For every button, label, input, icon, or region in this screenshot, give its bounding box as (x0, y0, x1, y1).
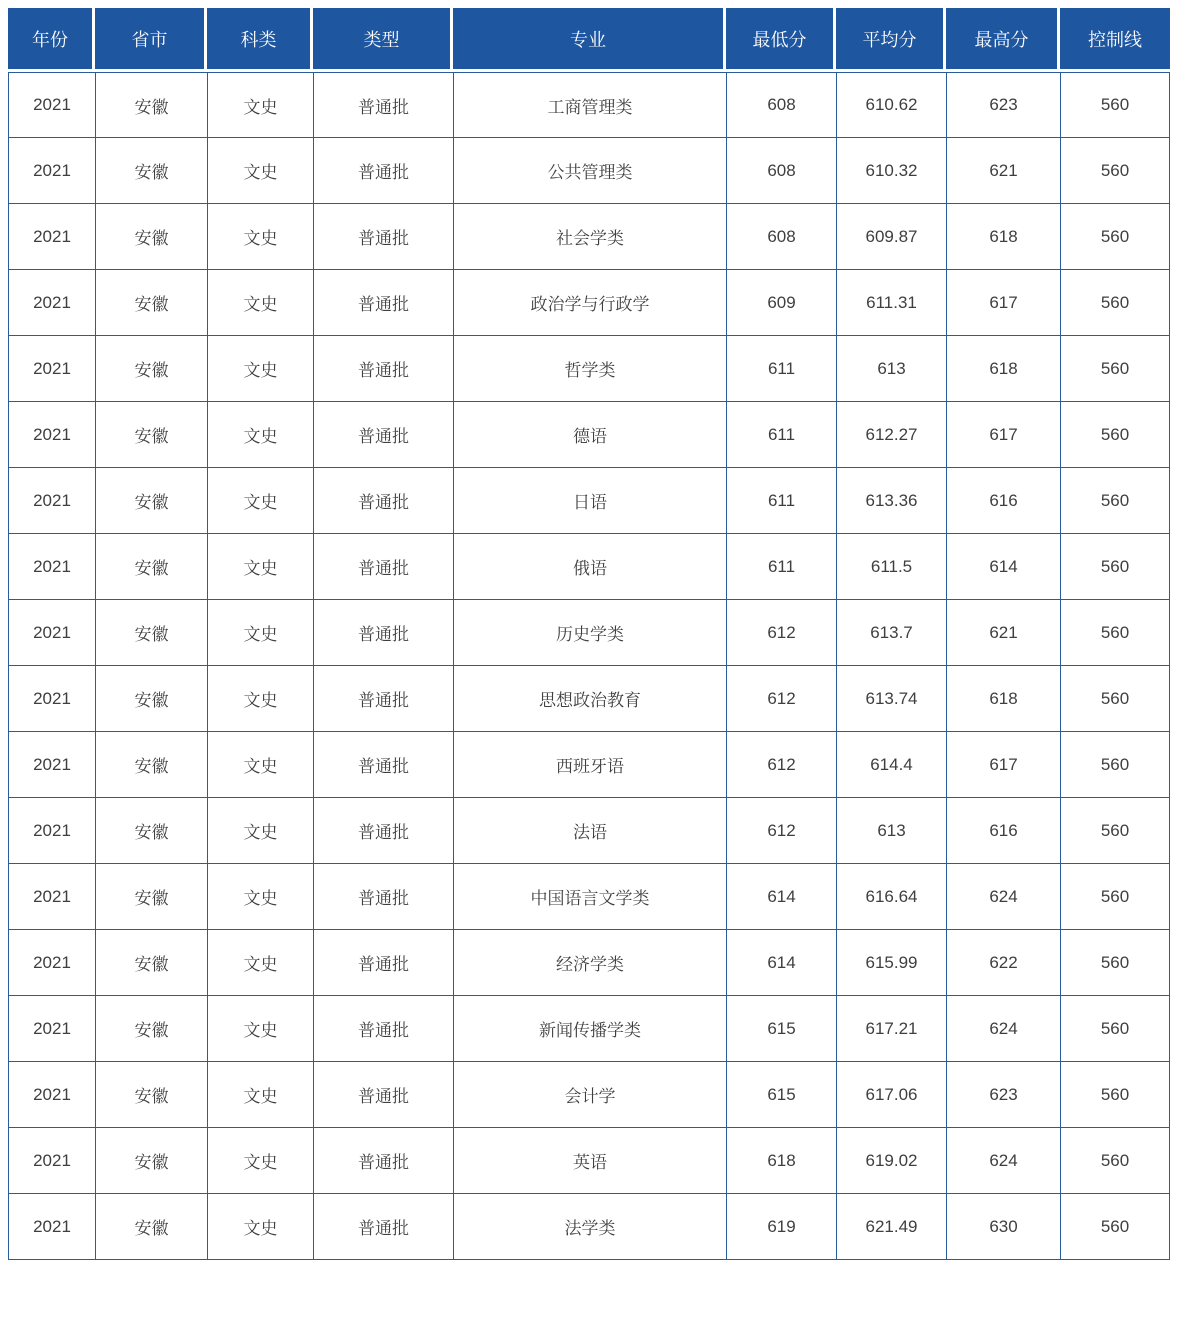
cell-type: 普通批 (313, 270, 453, 336)
cell-province: 安徽 (95, 336, 207, 402)
cell-year: 2021 (8, 468, 95, 534)
cell-max-score: 622 (946, 930, 1060, 996)
table-row (8, 534, 1170, 600)
cell-avg-score: 610.62 (836, 72, 946, 138)
cell-max-score: 614 (946, 534, 1060, 600)
cell-avg-score: 617.21 (836, 996, 946, 1062)
cell-max-score: 618 (946, 336, 1060, 402)
cell-max-score: 621 (946, 600, 1060, 666)
cell-control-line: 560 (1060, 798, 1170, 864)
cell-major: 工商管理类 (453, 72, 726, 138)
cell-type: 普通批 (313, 72, 453, 138)
cell-max-score: 617 (946, 402, 1060, 468)
cell-major: 哲学类 (453, 336, 726, 402)
cell-province: 安徽 (95, 402, 207, 468)
cell-category: 文史 (207, 72, 313, 138)
column-header-avg-score: 平均分 (836, 8, 946, 72)
cell-min-score: 614 (726, 930, 836, 996)
cell-max-score: 623 (946, 1062, 1060, 1128)
cell-year: 2021 (8, 402, 95, 468)
cell-type: 普通批 (313, 1128, 453, 1194)
table-row (8, 204, 1170, 270)
cell-major: 西班牙语 (453, 732, 726, 798)
cell-province: 安徽 (95, 72, 207, 138)
cell-min-score: 611 (726, 402, 836, 468)
cell-category: 文史 (207, 996, 313, 1062)
cell-min-score: 614 (726, 864, 836, 930)
cell-type: 普通批 (313, 798, 453, 864)
cell-avg-score: 617.06 (836, 1062, 946, 1128)
cell-major: 德语 (453, 402, 726, 468)
cell-type: 普通批 (313, 336, 453, 402)
cell-year: 2021 (8, 138, 95, 204)
table-row (8, 72, 1170, 138)
table-row (8, 402, 1170, 468)
cell-avg-score: 613.7 (836, 600, 946, 666)
cell-category: 文史 (207, 468, 313, 534)
cell-control-line: 560 (1060, 534, 1170, 600)
table-row (8, 666, 1170, 732)
cell-year: 2021 (8, 864, 95, 930)
column-header-max-score: 最高分 (946, 8, 1060, 72)
cell-category: 文史 (207, 600, 313, 666)
cell-province: 安徽 (95, 534, 207, 600)
cell-province: 安徽 (95, 1062, 207, 1128)
cell-year: 2021 (8, 1194, 95, 1260)
cell-type: 普通批 (313, 138, 453, 204)
cell-avg-score: 613.36 (836, 468, 946, 534)
cell-province: 安徽 (95, 930, 207, 996)
table-header-row (8, 8, 1170, 72)
cell-control-line: 560 (1060, 1194, 1170, 1260)
cell-category: 文史 (207, 270, 313, 336)
cell-control-line: 560 (1060, 996, 1170, 1062)
cell-year: 2021 (8, 1128, 95, 1194)
table-row (8, 1194, 1170, 1260)
cell-province: 安徽 (95, 996, 207, 1062)
cell-max-score: 624 (946, 864, 1060, 930)
cell-control-line: 560 (1060, 732, 1170, 798)
cell-control-line: 560 (1060, 402, 1170, 468)
cell-avg-score: 610.32 (836, 138, 946, 204)
cell-min-score: 609 (726, 270, 836, 336)
table-row (8, 864, 1170, 930)
cell-avg-score: 613.74 (836, 666, 946, 732)
cell-province: 安徽 (95, 138, 207, 204)
cell-category: 文史 (207, 930, 313, 996)
cell-max-score: 624 (946, 996, 1060, 1062)
table-row (8, 732, 1170, 798)
cell-category: 文史 (207, 138, 313, 204)
table-row (8, 336, 1170, 402)
cell-avg-score: 615.99 (836, 930, 946, 996)
cell-max-score: 617 (946, 732, 1060, 798)
cell-max-score: 618 (946, 204, 1060, 270)
cell-province: 安徽 (95, 864, 207, 930)
cell-control-line: 560 (1060, 1128, 1170, 1194)
cell-avg-score: 613 (836, 336, 946, 402)
cell-province: 安徽 (95, 1194, 207, 1260)
cell-control-line: 560 (1060, 270, 1170, 336)
table-row (8, 1062, 1170, 1128)
column-header-type: 类型 (313, 8, 453, 72)
cell-control-line: 560 (1060, 468, 1170, 534)
cell-min-score: 611 (726, 534, 836, 600)
cell-province: 安徽 (95, 798, 207, 864)
cell-min-score: 615 (726, 996, 836, 1062)
cell-type: 普通批 (313, 468, 453, 534)
table-row (8, 930, 1170, 996)
cell-min-score: 619 (726, 1194, 836, 1260)
column-header-min-score: 最低分 (726, 8, 836, 72)
cell-province: 安徽 (95, 468, 207, 534)
cell-control-line: 560 (1060, 930, 1170, 996)
cell-max-score: 616 (946, 798, 1060, 864)
cell-control-line: 560 (1060, 204, 1170, 270)
cell-type: 普通批 (313, 996, 453, 1062)
cell-category: 文史 (207, 402, 313, 468)
cell-type: 普通批 (313, 534, 453, 600)
cell-type: 普通批 (313, 930, 453, 996)
cell-year: 2021 (8, 270, 95, 336)
table-row (8, 600, 1170, 666)
cell-max-score: 623 (946, 72, 1060, 138)
cell-max-score: 618 (946, 666, 1060, 732)
cell-type: 普通批 (313, 666, 453, 732)
cell-control-line: 560 (1060, 600, 1170, 666)
cell-min-score: 612 (726, 666, 836, 732)
cell-max-score: 617 (946, 270, 1060, 336)
cell-min-score: 618 (726, 1128, 836, 1194)
column-header-category: 科类 (207, 8, 313, 72)
cell-province: 安徽 (95, 270, 207, 336)
cell-control-line: 560 (1060, 864, 1170, 930)
cell-year: 2021 (8, 666, 95, 732)
table-row (8, 798, 1170, 864)
cell-year: 2021 (8, 204, 95, 270)
cell-province: 安徽 (95, 600, 207, 666)
cell-year: 2021 (8, 336, 95, 402)
cell-major: 经济学类 (453, 930, 726, 996)
cell-major: 法学类 (453, 1194, 726, 1260)
cell-control-line: 560 (1060, 72, 1170, 138)
cell-category: 文史 (207, 1128, 313, 1194)
column-header-control-line: 控制线 (1060, 8, 1170, 72)
cell-min-score: 612 (726, 600, 836, 666)
cell-major: 法语 (453, 798, 726, 864)
cell-category: 文史 (207, 534, 313, 600)
cell-category: 文史 (207, 732, 313, 798)
table-row (8, 468, 1170, 534)
cell-control-line: 560 (1060, 666, 1170, 732)
cell-min-score: 608 (726, 72, 836, 138)
column-header-province: 省市 (95, 8, 207, 72)
cell-category: 文史 (207, 864, 313, 930)
cell-major: 英语 (453, 1128, 726, 1194)
cell-avg-score: 619.02 (836, 1128, 946, 1194)
cell-major: 会计学 (453, 1062, 726, 1128)
cell-province: 安徽 (95, 204, 207, 270)
cell-avg-score: 621.49 (836, 1194, 946, 1260)
cell-avg-score: 613 (836, 798, 946, 864)
cell-province: 安徽 (95, 1128, 207, 1194)
cell-type: 普通批 (313, 732, 453, 798)
cell-avg-score: 611.31 (836, 270, 946, 336)
cell-province: 安徽 (95, 666, 207, 732)
cell-major: 俄语 (453, 534, 726, 600)
cell-year: 2021 (8, 996, 95, 1062)
cell-control-line: 560 (1060, 138, 1170, 204)
cell-year: 2021 (8, 600, 95, 666)
cell-category: 文史 (207, 204, 313, 270)
column-header-major: 专业 (453, 8, 726, 72)
table-row (8, 1128, 1170, 1194)
cell-major: 历史学类 (453, 600, 726, 666)
admission-scores-table (8, 8, 1170, 1260)
cell-major: 社会学类 (453, 204, 726, 270)
cell-min-score: 612 (726, 798, 836, 864)
table-row (8, 996, 1170, 1062)
cell-max-score: 624 (946, 1128, 1060, 1194)
cell-avg-score: 612.27 (836, 402, 946, 468)
cell-avg-score: 609.87 (836, 204, 946, 270)
cell-major: 政治学与行政学 (453, 270, 726, 336)
cell-year: 2021 (8, 732, 95, 798)
cell-type: 普通批 (313, 864, 453, 930)
cell-category: 文史 (207, 1062, 313, 1128)
cell-year: 2021 (8, 798, 95, 864)
cell-min-score: 612 (726, 732, 836, 798)
cell-type: 普通批 (313, 204, 453, 270)
cell-major: 日语 (453, 468, 726, 534)
table-row (8, 138, 1170, 204)
cell-avg-score: 616.64 (836, 864, 946, 930)
cell-major: 思想政治教育 (453, 666, 726, 732)
cell-major: 新闻传播学类 (453, 996, 726, 1062)
cell-type: 普通批 (313, 600, 453, 666)
column-header-year: 年份 (8, 8, 95, 72)
cell-max-score: 621 (946, 138, 1060, 204)
cell-year: 2021 (8, 534, 95, 600)
cell-type: 普通批 (313, 1062, 453, 1128)
cell-year: 2021 (8, 72, 95, 138)
cell-min-score: 608 (726, 204, 836, 270)
cell-max-score: 630 (946, 1194, 1060, 1260)
cell-control-line: 560 (1060, 1062, 1170, 1128)
cell-avg-score: 614.4 (836, 732, 946, 798)
cell-category: 文史 (207, 666, 313, 732)
table-body (8, 72, 1170, 1260)
cell-year: 2021 (8, 1062, 95, 1128)
cell-min-score: 611 (726, 468, 836, 534)
cell-min-score: 615 (726, 1062, 836, 1128)
cell-avg-score: 611.5 (836, 534, 946, 600)
cell-category: 文史 (207, 1194, 313, 1260)
cell-type: 普通批 (313, 1194, 453, 1260)
table-row (8, 270, 1170, 336)
cell-major: 中国语言文学类 (453, 864, 726, 930)
cell-max-score: 616 (946, 468, 1060, 534)
cell-province: 安徽 (95, 732, 207, 798)
cell-major: 公共管理类 (453, 138, 726, 204)
cell-category: 文史 (207, 336, 313, 402)
cell-year: 2021 (8, 930, 95, 996)
cell-category: 文史 (207, 798, 313, 864)
cell-control-line: 560 (1060, 336, 1170, 402)
cell-min-score: 611 (726, 336, 836, 402)
cell-type: 普通批 (313, 402, 453, 468)
cell-min-score: 608 (726, 138, 836, 204)
